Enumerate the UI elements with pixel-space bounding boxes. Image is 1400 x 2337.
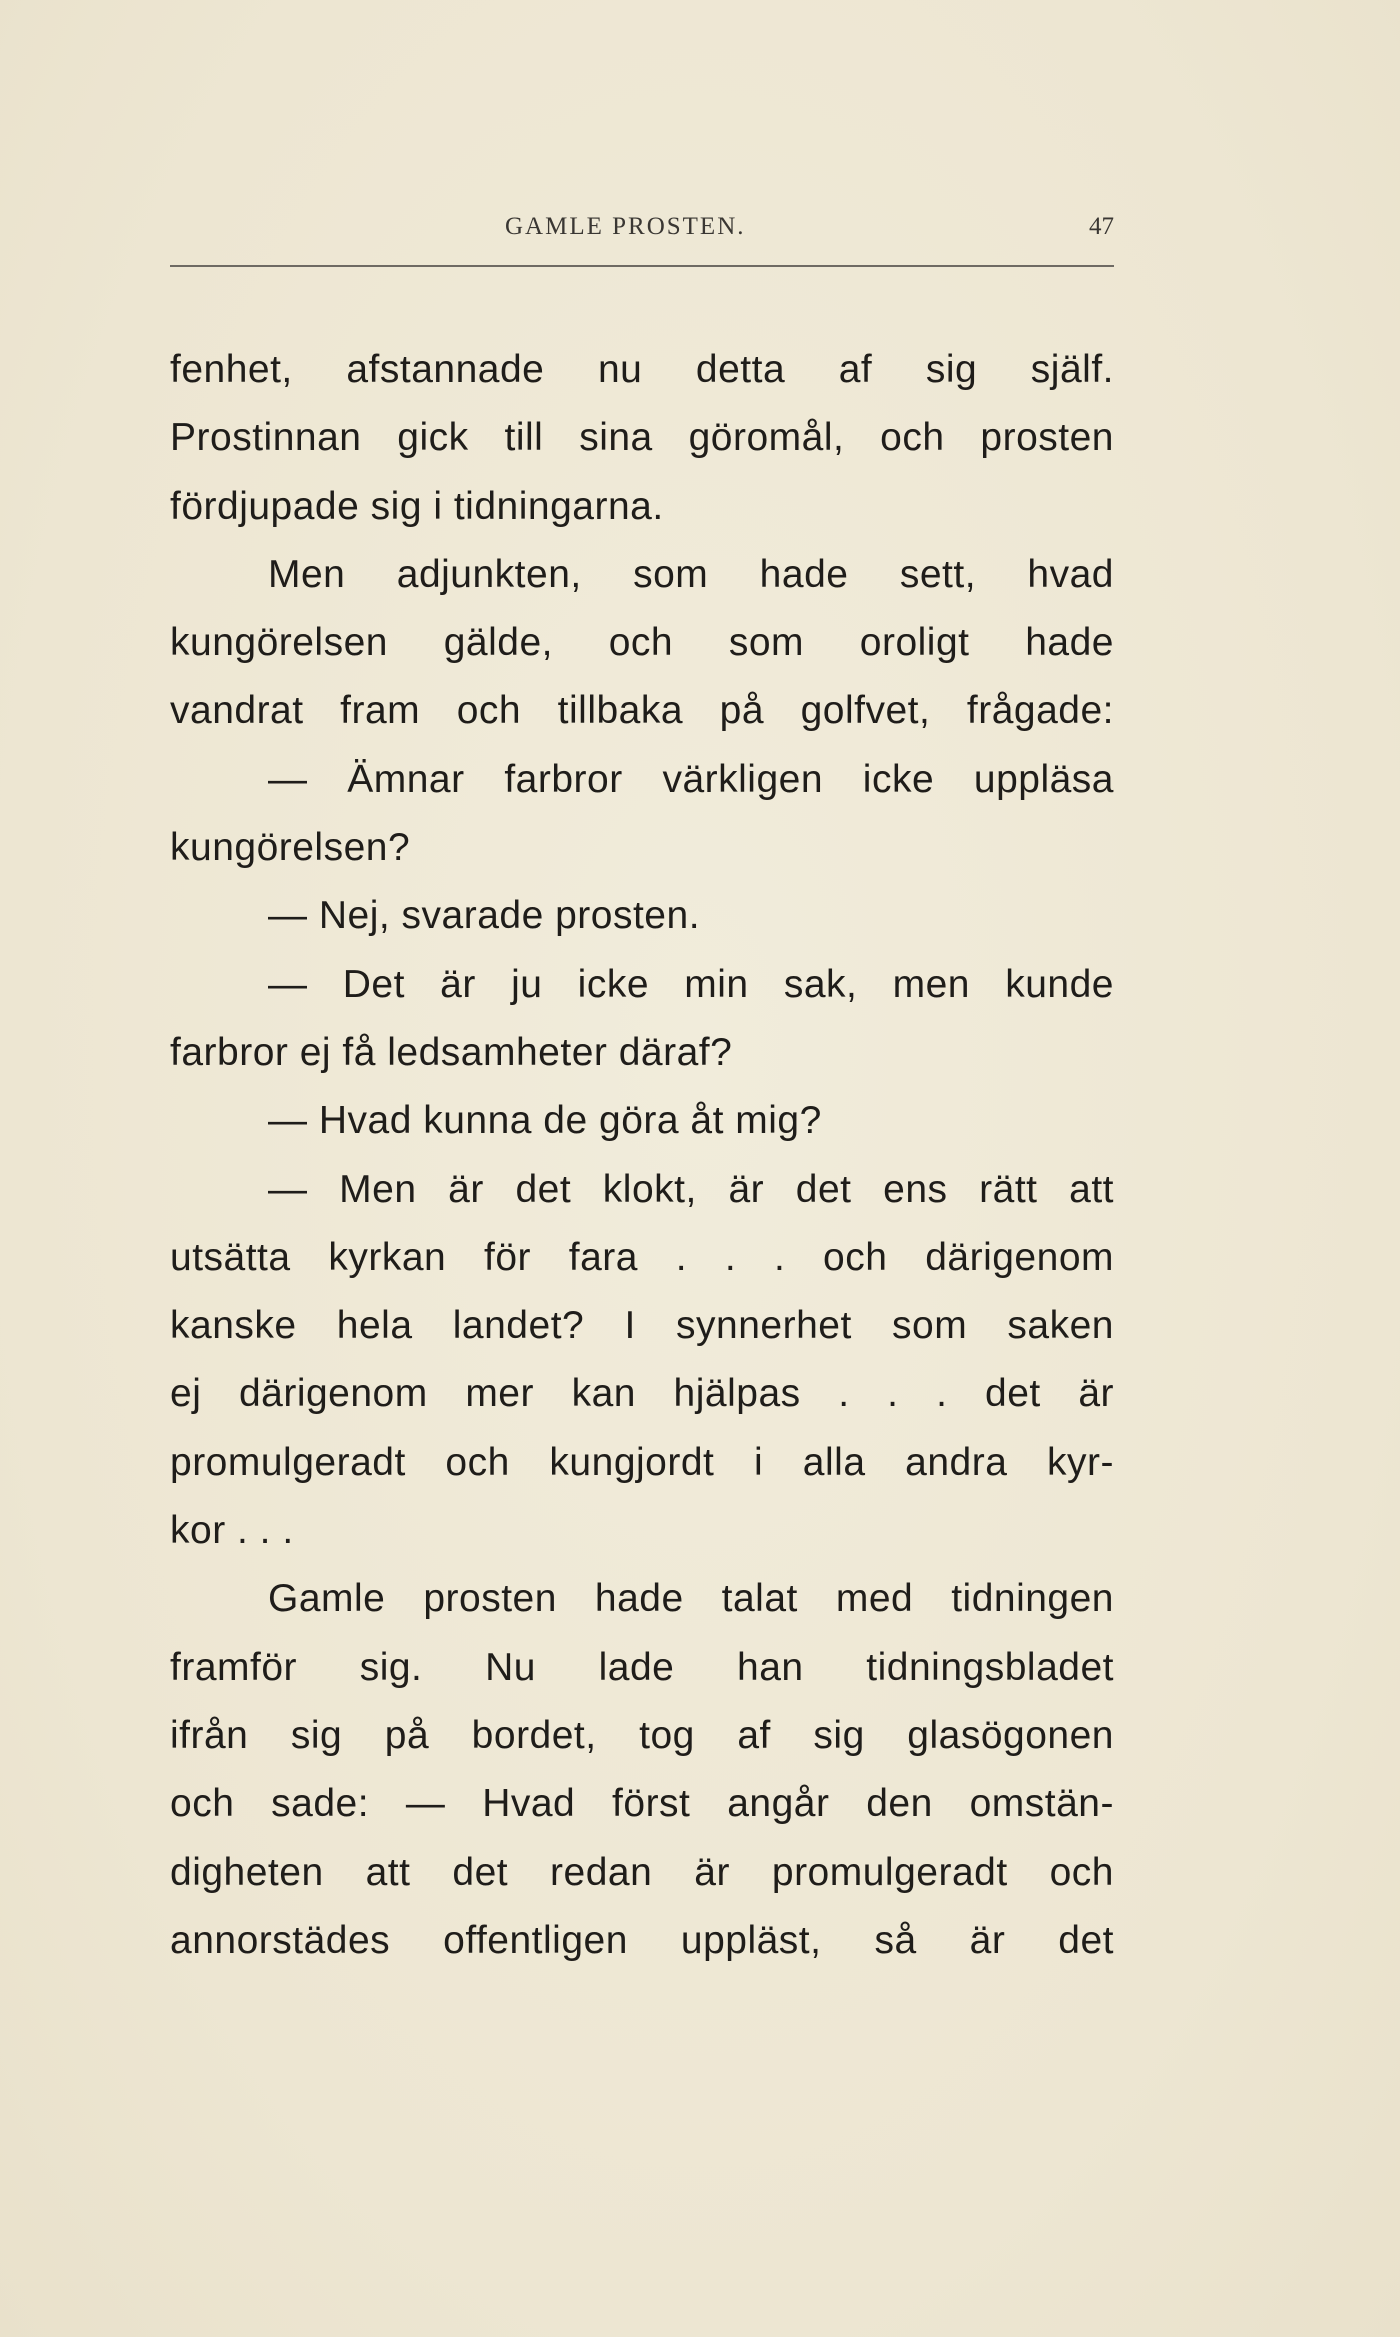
running-head xyxy=(170,213,1114,253)
text-line: kungörelsen gälde, och som oroligt hade xyxy=(170,621,1114,665)
text-line: annorstädes offentligen uppläst, så är det xyxy=(170,1918,1114,1962)
text-line: Gamle prosten hade talat med tidningen xyxy=(268,1577,1114,1621)
text-line: vandrat fram och tillbaka på golfvet, frågade: xyxy=(170,689,1114,733)
text-line: kor . . . xyxy=(170,1509,294,1553)
text-line: ifrån sig på bordet, tog af sig glasögonen xyxy=(170,1713,1114,1757)
page-number: 47 xyxy=(1089,213,1114,240)
text-line: farbror ej få ledsamheter däraf? xyxy=(170,1030,733,1074)
text-line: — Det är ju icke min sak, men kunde xyxy=(268,962,1114,1006)
body-text xyxy=(170,336,1114,1975)
text-line: fördjupade sig i tidningarna. xyxy=(170,484,664,528)
text-line: utsätta kyrkan för fara . . . och därigenom xyxy=(170,1235,1114,1279)
text-line: digheten att det redan är promulgeradt och xyxy=(170,1850,1114,1894)
text-line: kanske hela landet? I synnerhet som saken xyxy=(170,1304,1114,1348)
running-title: GAMLE PROSTEN. xyxy=(505,213,746,240)
text-line: — Hvad kunna de göra åt mig? xyxy=(268,1099,822,1143)
text-line: Men adjunkten, som hade sett, hvad xyxy=(268,552,1114,596)
text-line: — Ämnar farbror värkligen icke uppläsa xyxy=(268,757,1114,801)
text-line: Prostinnan gick till sina göromål, och prosten xyxy=(170,416,1114,460)
text-line: promulgeradt och kungjordt i alla andra kyr- xyxy=(170,1440,1114,1484)
text-line: ej därigenom mer kan hjälpas . . . det är xyxy=(170,1372,1114,1416)
text-line: — Men är det klokt, är det ens rätt att xyxy=(268,1167,1114,1211)
text-line: kungörelsen? xyxy=(170,826,411,870)
text-line: — Nej, svarade prosten. xyxy=(268,894,701,938)
text-line: framför sig. Nu lade han tidningsbladet xyxy=(170,1645,1114,1689)
text-line: och sade: — Hvad först angår den omstän- xyxy=(170,1782,1114,1826)
header-rule xyxy=(170,265,1114,267)
text-line: fenhet, afstannade nu detta af sig själf. xyxy=(170,348,1114,391)
